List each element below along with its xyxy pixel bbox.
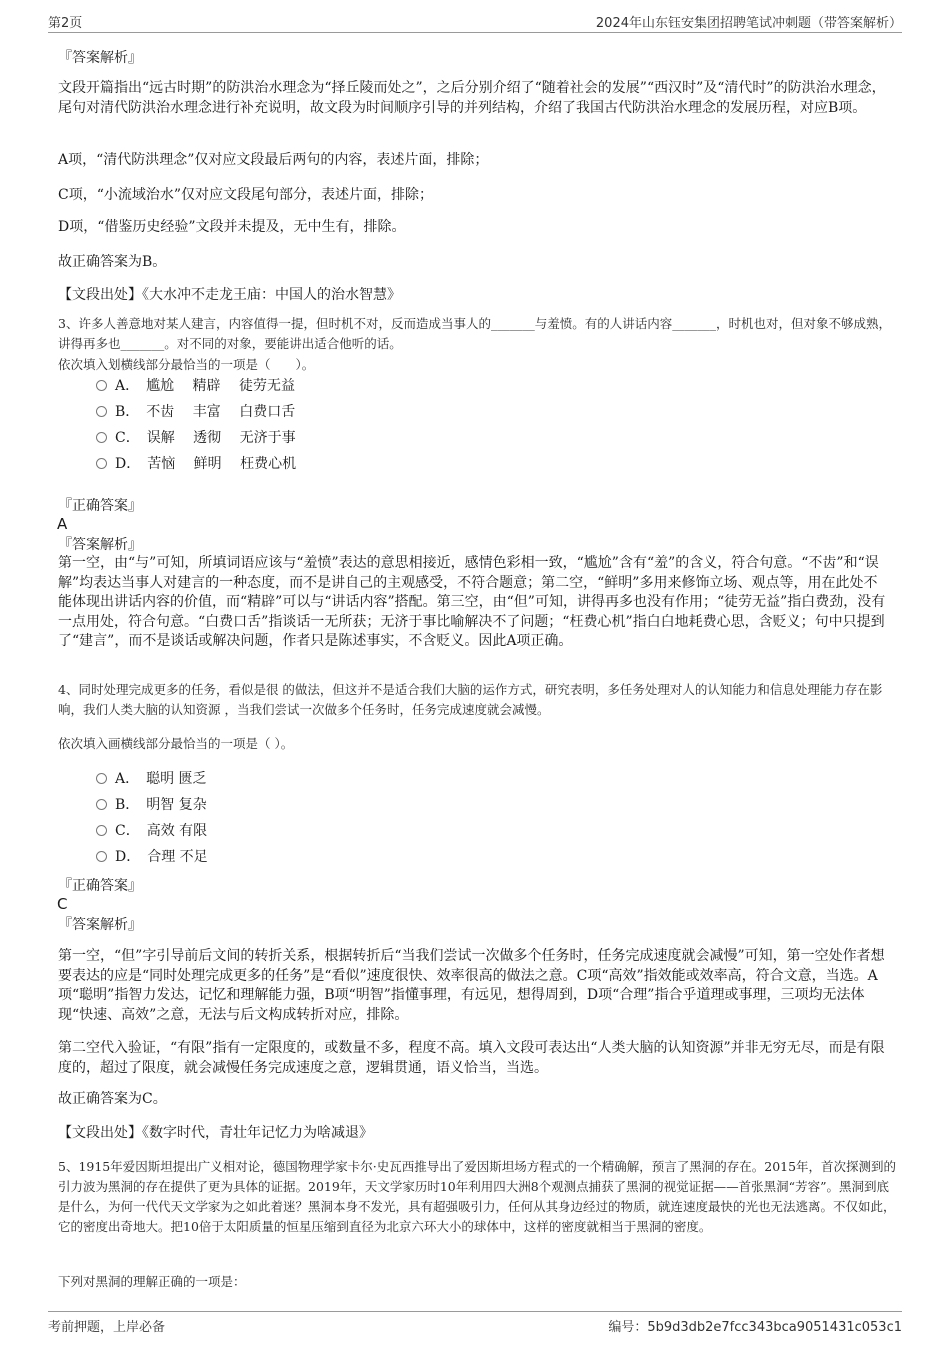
q4-option-a[interactable]: A． 聪明 匮乏 xyxy=(96,770,207,788)
q2-option-c-analysis: C项，“小流域治水”仅对应文段尾句部分，表述片面，排除； xyxy=(58,187,434,203)
q4-option-c[interactable]: C． 高效 有限 xyxy=(96,822,207,840)
q4-option-b[interactable]: B． 明智 复杂 xyxy=(96,796,207,814)
q4-analysis-paragraph-2: 第二空代入验证，“有限”指有一定限度的，或数量不多，程度不高。填入文段可表达出“人类大脑的认知资源”并非无穷无尽，而是有限度的，超过了限度，就会减慢任务完成速度之意，逻辑贯通，语义恰当，当选。 xyxy=(58,1040,885,1076)
q3-option-b[interactable]: B． 不齿 丰富 白费口舌 xyxy=(96,403,295,421)
q4-answer: C xyxy=(57,895,68,913)
radio-icon[interactable] xyxy=(96,825,107,836)
q3-analysis: 第一空，由“与”可知，所填词语应该与“羞愤”表达的意思相接近，感情色彩相一致，“尴尬”含有“羞”的含义，符合句意。“不齿”和“误解”均表达当事人对建言的一种态度，而不是讲自己的主观感受，不符合题意；第二空，“鲜明”多用来修饰立场、观点等，用在此处不能体现出讲话内容的价值，而“精辟”可以与“讲话内容”搭配。第三空，由“但”可知，讲得再多也没有作用；“徒劳无益”指白费劲，没有一点用处，符合句意。“白费口舌”指谈话一无所获；无济于事比喻解决不了问题；“枉费心机”指白白地耗费心思，含贬义；句中只提到了“建言”，而不是谈话或解决问题，作者只是陈述事实，不含贬义。因此A项正确。 xyxy=(58,555,886,649)
radio-icon[interactable] xyxy=(96,851,107,862)
page-header xyxy=(48,12,902,33)
q4-conclusion: 故正确答案为C。 xyxy=(58,1091,167,1107)
q3-option-d[interactable]: D． 苦恼 鲜明 枉费心机 xyxy=(96,455,296,473)
q3-stem: 3、许多人善意地对某人建言，内容值得一提，但时机不对，反而造成当事人的_______与羞愤。有的人讲话内容_______，时机也对，但对象不够成熟，讲得再多也_______。对不同的对象，要能讲出适合他听的话。 xyxy=(58,316,891,351)
q3-option-a[interactable]: A． 尴尬 精辟 徒劳无益 xyxy=(96,377,295,395)
radio-icon[interactable] xyxy=(96,432,107,443)
document-title: 2024年山东钰安集团招聘笔试冲刺题（带答案解析） xyxy=(595,16,902,31)
q2-analysis-label: 『答案解析』 xyxy=(58,50,142,66)
q2-analysis-paragraph: 文段开篇指出“远古时期”的防洪治水理念为“择丘陵而处之”，之后分别介绍了“随着社会的发展”“西汉时”及“清代时”的防洪治水理念，尾句对清代防洪治水理念进行补充说明，故文段为时间顺序引导的并列结构，介绍了我国古代防洪治水理念的发展历程，对应B项。 xyxy=(58,80,886,116)
q4-source: 【文段出处】《数字时代，青壮年记忆力为啥减退》 xyxy=(58,1125,373,1141)
q2-source: 【文段出处】《大水冲不走龙王庙：中国人的治水智慧》 xyxy=(58,287,401,303)
q2-option-a-analysis: A项，“清代防洪理念”仅对应文段最后两句的内容，表述片面，排除； xyxy=(58,152,489,168)
q4-analysis-label: 『答案解析』 xyxy=(58,917,142,933)
q2-conclusion: 故正确答案为B。 xyxy=(58,254,167,270)
radio-icon[interactable] xyxy=(96,380,107,391)
radio-icon[interactable] xyxy=(96,773,107,784)
q3-answer-label: 『正确答案』 xyxy=(58,498,142,514)
page-footer xyxy=(48,1311,902,1338)
q5-prompt: 下列对黑洞的理解正确的一项是： xyxy=(58,1274,246,1289)
q4-answer-label: 『正确答案』 xyxy=(58,878,142,894)
q4-stem: 4、同时处理完成更多的任务，看似是很 的做法，但这并不是适合我们大脑的运作方式，研究表明，多任务处理对人的认知能力和信息处理能力存在影响，我们人类大脑的认知资源 ，当我们尝试一次做多个任务时，任务完成速度就会减慢。 xyxy=(58,682,883,717)
radio-icon[interactable] xyxy=(96,799,107,810)
q4-prompt: 依次填入画横线部分最恰当的一项是（ ）。 xyxy=(58,736,294,751)
q3-option-c[interactable]: C． 误解 透彻 无济于事 xyxy=(96,429,296,447)
footer-slogan: 考前押题，上岸必备 xyxy=(48,1320,166,1335)
q3-analysis-label: 『答案解析』 xyxy=(58,537,142,553)
radio-icon[interactable] xyxy=(96,406,107,417)
q4-analysis-paragraph-1: 第一空，“但”字引导前后文间的转折关系，根据转折后“当我们尝试一次做多个任务时，任务完成速度就会减慢”可知，第一空处作者想要表达的应是“同时处理完成更多的任务”是“看似”速度很快、效率很高的做法之意。C项“高效”指效能或效率高，符合文意，当选。A项“聪明”指智力发达，记忆和理解能力强，B项“明智”指懂事理，有远见，想得周到，D项“合理”指合乎道理或事理，三项均无法体现“快速、高效”之意，无法与后文构成转折对应，排除。 xyxy=(58,948,885,1023)
q3-answer: A xyxy=(57,515,68,533)
page-number: 第2页 xyxy=(48,16,83,31)
radio-icon[interactable] xyxy=(96,458,107,469)
q4-option-d[interactable]: D． 合理 不足 xyxy=(96,848,208,866)
q5-stem: 5、1915年爱因斯坦提出广义相对论，德国物理学家卡尔·史瓦西推导出了爱因斯坦场方程式的一个精确解，预言了黑洞的存在。2015年，首次探测到的引力波为黑洞的存在提供了更为具体的证据。2019年，天文学家历时10年利用四大洲8个观测点捕获了黑洞的视觉证据——首张黑洞“芳容”。黑洞到底是什么，为何一代代天文学家为之如此着迷？黑洞本身不发光，具有超强吸引力，任何从其身边经过的物质，就连速度最快的光也无法逃离。不仅如此，它的密度出奇地大。把10倍于太阳质量的恒星压缩到直径为北京六环大小的球体中，这样的密度就相当于黑洞的密度。 xyxy=(58,1159,897,1234)
q2-option-d-analysis: D项，“借鉴历史经验”文段并未提及，无中生有，排除。 xyxy=(58,219,406,235)
q3-prompt: 依次填入划横线部分最恰当的一项是（ ）。 xyxy=(58,357,315,372)
document-id: 编号：5b9d3db2e7fcc343bca9051431c053c1 xyxy=(608,1320,902,1335)
